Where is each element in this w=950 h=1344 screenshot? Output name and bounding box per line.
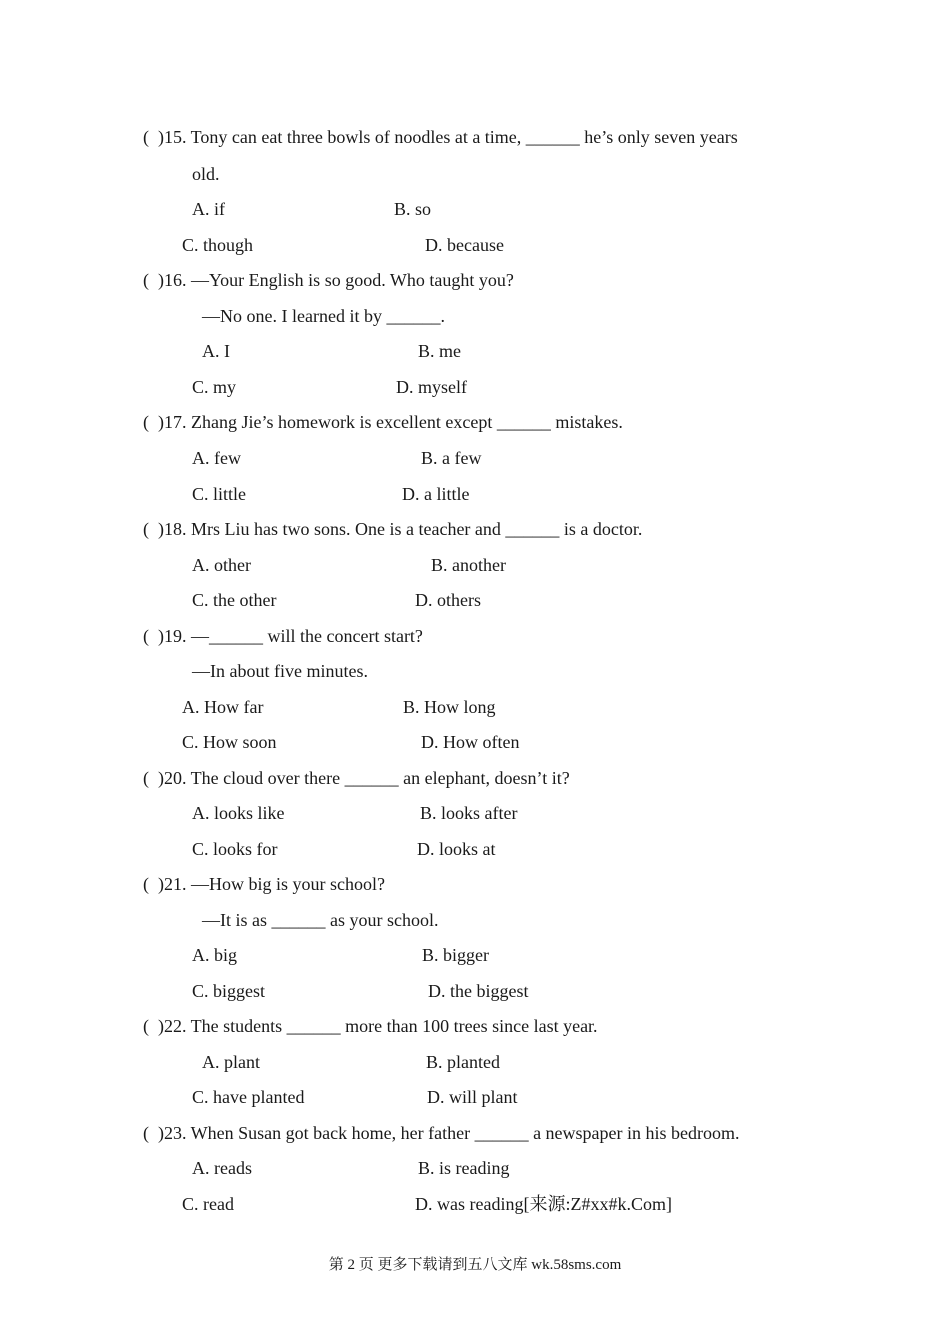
question-15-option-d: D. because: [425, 235, 504, 255]
page-footer: 第 2 页 更多下载请到五八文库 wk.58sms.com: [328, 1257, 622, 1273]
question-15-stem-continued: old.: [192, 164, 220, 184]
question-18-option-c: C. the other: [192, 590, 277, 610]
question-15-option-b: B. so: [394, 199, 432, 219]
question-21-option-d: D. the biggest: [428, 981, 529, 1001]
question-17-stem: ( )17. Zhang Jie’s homework is excellent except ______ mistakes.: [143, 412, 623, 432]
question-16-option-c: C. my: [192, 377, 237, 397]
question-16-stem: ( )16. —Your English is so good. Who taught you?: [143, 270, 514, 290]
question-19-option-c: C. How soon: [182, 732, 277, 752]
question-17-option-d: D. a little: [402, 484, 470, 504]
question-19-stem: ( )19. —______ will the concert start?: [143, 626, 423, 646]
question-18-option-a: A. other: [192, 555, 251, 575]
question-23-stem: ( )23. When Susan got back home, her father ______ a newspaper in his bedroom.: [143, 1123, 740, 1143]
question-19-option-d: D. How often: [421, 732, 520, 752]
question-15-option-a: A. if: [192, 199, 225, 219]
question-20-option-d: D. looks at: [417, 839, 496, 859]
question-21-stem-continued: —It is as ______ as your school.: [202, 910, 439, 930]
question-17-option-c: C. little: [192, 484, 246, 504]
question-22-option-d: D. will plant: [427, 1087, 518, 1107]
question-23-option-c: C. read: [182, 1194, 234, 1214]
question-20-stem: ( )20. The cloud over there ______ an elephant, doesn’t it?: [143, 768, 570, 788]
question-16-stem-continued: —No one. I learned it by ______.: [202, 306, 445, 326]
question-21-option-c: C. biggest: [192, 981, 266, 1001]
question-19-option-a: A. How far: [182, 697, 264, 717]
question-23-option-b: B. is reading: [418, 1158, 510, 1178]
question-18-option-d: D. others: [415, 590, 481, 610]
question-16-option-d: D. myself: [396, 377, 467, 397]
question-22-option-b: B. planted: [426, 1052, 500, 1072]
question-23-option-a: A. reads: [192, 1158, 252, 1178]
question-16-option-b: B. me: [418, 341, 461, 361]
question-18-option-b: B. another: [431, 555, 506, 575]
question-23-option-d: D. was reading[来源:Z#xx#k.Com]: [415, 1194, 672, 1214]
question-19-option-b: B. How long: [403, 697, 496, 717]
question-17-option-a: A. few: [192, 448, 241, 468]
question-21-option-a: A. big: [192, 945, 237, 965]
question-18-stem: ( )18. Mrs Liu has two sons. One is a teacher and ______ is a doctor.: [143, 519, 643, 539]
question-22-option-a: A. plant: [202, 1052, 260, 1072]
question-20-option-a: A. looks like: [192, 803, 285, 823]
question-21-stem: ( )21. —How big is your school?: [143, 874, 385, 894]
question-15-stem: ( )15. Tony can eat three bowls of noodles at a time, ______ he’s only seven years: [143, 127, 738, 147]
question-17-option-b: B. a few: [421, 448, 482, 468]
question-16-option-a: A. I: [202, 341, 230, 361]
question-21-option-b: B. bigger: [422, 945, 489, 965]
question-20-option-c: C. looks for: [192, 839, 278, 859]
question-22-stem: ( )22. The students ______ more than 100 trees since last year.: [143, 1016, 598, 1036]
question-19-stem-continued: —In about five minutes.: [192, 661, 368, 681]
question-22-option-c: C. have planted: [192, 1087, 305, 1107]
question-20-option-b: B. looks after: [420, 803, 518, 823]
question-15-option-c: C. though: [182, 235, 254, 255]
